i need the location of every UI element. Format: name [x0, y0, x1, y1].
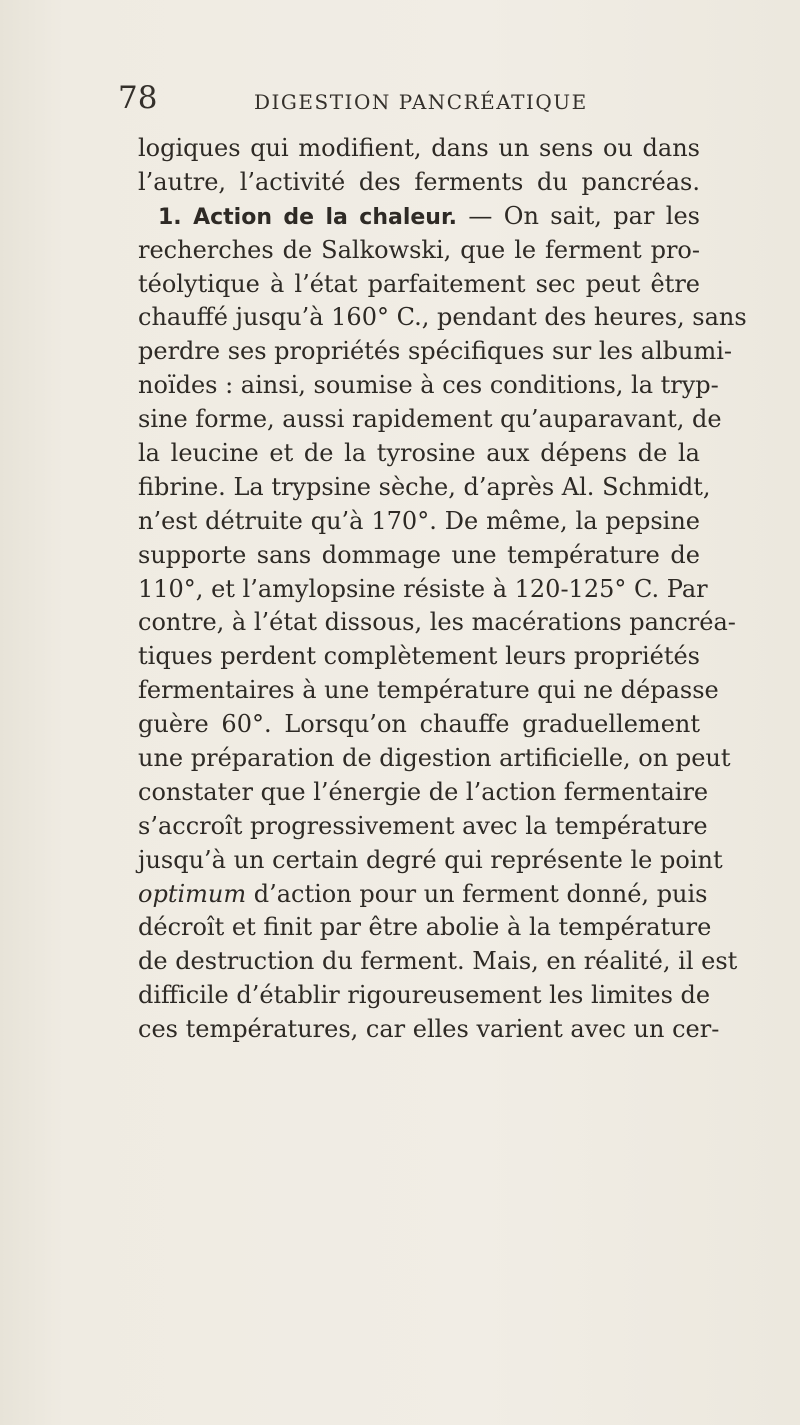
text-line: noïdes : ainsi, soumise à ces conditions, la tryp- [138, 371, 719, 400]
text-line: la leucine et de la tyrosine aux dépens de la [138, 439, 700, 468]
text-line: guère 60°. Lorsqu’on chauffe graduellement [138, 710, 700, 739]
text-fragment: d’action pour un ferment donné, puis [246, 879, 708, 908]
text-line: sine forme, aussi rapidement qu’auparavant, de [138, 405, 722, 434]
text-line: jusqu’à un certain degré qui représente le point [138, 845, 723, 874]
text-line: constater que l’énergie de l’action fermentaire [138, 777, 709, 806]
text-line: perdre ses propriétés spécifiques sur les albumi- [138, 337, 732, 366]
text-line [138, 878, 708, 912]
text-line: chauffé jusqu’à 160° C., pendant des heures, sans [138, 303, 747, 332]
text-line: fibrine. La trypsine sèche, d’après Al. Schmidt, [138, 472, 711, 501]
section-heading: 1. Action de la chaleur. [158, 204, 458, 230]
text-line: recherches de Salkowski, que le ferment pro- [138, 235, 700, 264]
text-line: téolytique à l’état parfaitement sec peut être [138, 269, 700, 298]
body-text [138, 132, 747, 1047]
text-line: l’autre, l’activité des ferments du pancréas. [138, 167, 700, 196]
text-line: difficile d’établir rigoureusement les limites de [138, 981, 711, 1010]
section-heading-line [138, 200, 700, 234]
text-line: n’est détruite qu’à 170°. De même, la pepsine [138, 506, 700, 535]
text-line: contre, à l’état dissous, les macérations pancréa- [138, 608, 736, 637]
text-line: tiques perdent complètement leurs propriétés [138, 642, 700, 671]
text-line: logiques qui modifient, dans un sens ou dans [138, 134, 700, 162]
text-line: décroît et finit par être abolie à la température [138, 913, 712, 942]
text-line: 110°, et l’amylopsine résiste à 120-125° C. Par [138, 574, 708, 603]
text-line: s’accroît progressivement avec la température [138, 811, 708, 840]
text-line: de destruction du ferment. Mais, en réalité, il est [138, 947, 738, 976]
page-number: 78 [118, 80, 158, 116]
text-line: une préparation de digestion artificielle, on peut [138, 744, 731, 773]
text-line: fermentaires à une température qui ne dépasse [138, 676, 719, 705]
text-fragment: — On sait, par les [457, 201, 700, 230]
text-line: ces températures, car elles varient avec un cer- [138, 1015, 720, 1044]
running-head-title: DIGESTION PANCRÉATIQUE [254, 90, 588, 114]
italic-term: optimum [138, 879, 247, 908]
text-line: supporte sans dommage une température de [138, 540, 700, 569]
